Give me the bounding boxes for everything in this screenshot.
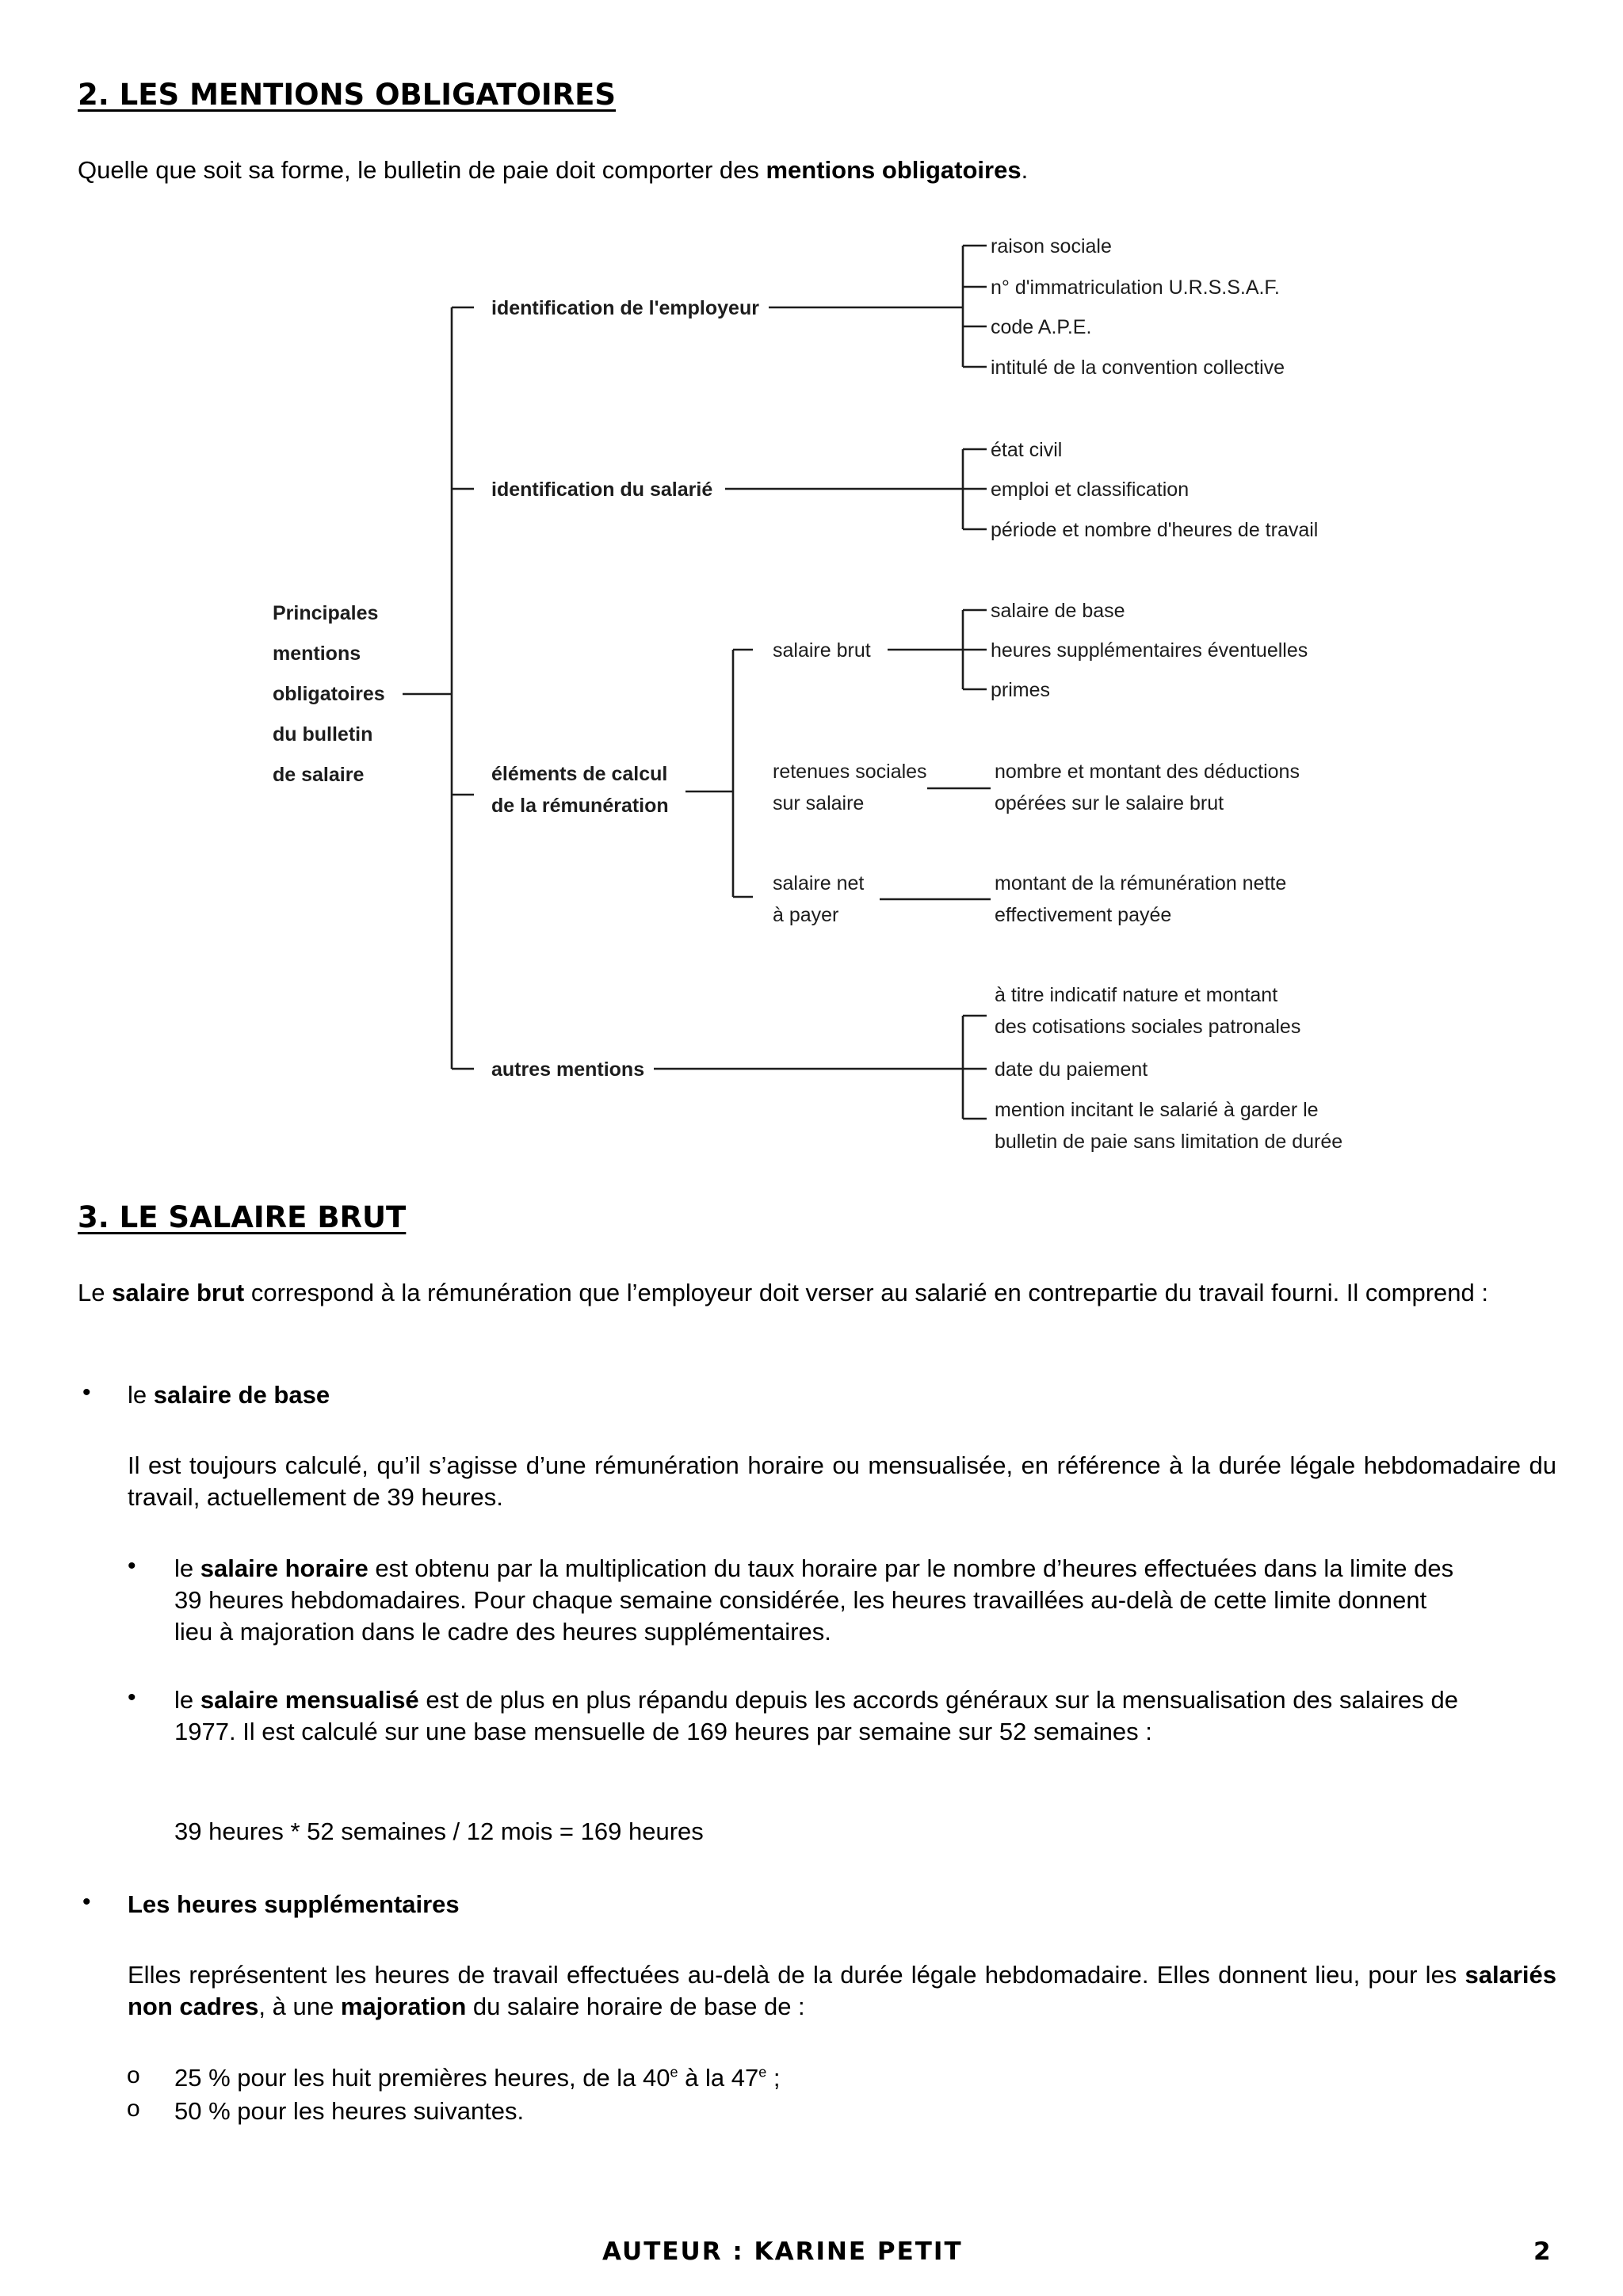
bullet-heures-supplementaires: Les heures supplémentaires bbox=[128, 1890, 460, 1918]
salaire-brut-definition: Le salaire brut correspond à la rémunération que l’employeur doit verser au salarié en contrepartie du travail fourni. Il comprend : bbox=[78, 1279, 1489, 1306]
brut-item-2: heures supplémentaires éventuelles bbox=[991, 639, 1308, 662]
autres-label: autres mentions bbox=[491, 1058, 645, 1081]
root-label-2: mentions bbox=[273, 643, 361, 665]
salarie-label: identification du salarié bbox=[491, 479, 713, 501]
employeur-label: identification de l'employeur bbox=[491, 297, 759, 319]
list-marker: o bbox=[127, 2096, 140, 2122]
employeur-item-2: n° d'immatriculation U.R.S.S.A.F. bbox=[991, 277, 1280, 299]
salaire-de-base-text: Il est toujours calculé, qu’il s’agisse d’une rémunération horaire ou mensualisée, en référence à la durée légale hebdomadaire du travail, actuellement de 39 heures. bbox=[128, 1451, 1556, 1511]
retenues-desc-1: nombre et montant des déductions bbox=[995, 761, 1300, 783]
retenues-desc-2: opérées sur le salaire brut bbox=[995, 792, 1224, 814]
net-desc-2: effectivement payée bbox=[995, 904, 1172, 926]
footer-author: AUTEUR : KARINE PETIT bbox=[602, 2237, 963, 2266]
autres-item-3b: bulletin de paie sans limitation de durée bbox=[995, 1131, 1343, 1153]
root-label-5: de salaire bbox=[273, 764, 365, 786]
bullet-salaire-de-base: le salaire de base bbox=[128, 1381, 330, 1409]
majoration-50: 50 % pour les heures suivantes. bbox=[174, 2097, 525, 2125]
bullet-dot: • bbox=[82, 1379, 91, 1405]
retenues-label-1: retenues sociales bbox=[773, 761, 927, 783]
section-2-title: 2. LES MENTIONS OBLIGATOIRES bbox=[78, 78, 617, 112]
salarie-item-2: emploi et classification bbox=[991, 479, 1190, 501]
salaire-mensualise-text: le salaire mensualisé est de plus en plus répandu depuis les accords généraux sur la mensualisation des salaires de 1977. Il est calculé sur une base mensuelle de 169 heures par semaine sur 52 semaines : bbox=[174, 1686, 1458, 1745]
section-2-intro: Quelle que soit sa forme, le bulletin de paie doit comporter des mentions obligatoires. bbox=[78, 156, 1029, 184]
salaire-horaire-text: le salaire horaire est obtenu par la multiplication du taux horaire par le nombre d’heures effectuées dans la limite des 39 heures hebdomadaires. Pour chaque semaine considérée, les heures travaillées au-delà de cette limite donnent lieu à majoration dans le cadre des heures supplémentaires. bbox=[174, 1554, 1454, 1646]
root-label-3: obligatoires bbox=[273, 683, 385, 705]
net-label-2: à payer bbox=[773, 904, 839, 926]
root-label-1: Principales bbox=[273, 602, 379, 624]
mentions-diagram bbox=[254, 222, 1379, 1157]
bullet-dot: • bbox=[128, 1684, 136, 1711]
bullet-dot: • bbox=[82, 1889, 91, 1915]
net-desc-1: montant de la rémunération nette bbox=[995, 872, 1287, 894]
salarie-item-1: état civil bbox=[991, 439, 1063, 461]
calcul-label-2: de la rémunération bbox=[491, 795, 669, 817]
root-label-4: du bulletin bbox=[273, 723, 373, 746]
retenues-label-2: sur salaire bbox=[773, 792, 865, 814]
employeur-item-1: raison sociale bbox=[991, 235, 1112, 257]
heures-supplementaires-text: Elles représentent les heures de travail effectuées au-delà de la durée légale hebdomadaire. Elles donnent lieu, pour les salariés non cadres, à une majoration du salaire horaire de base de : bbox=[128, 1961, 1556, 2020]
autres-item-1b: des cotisations sociales patronales bbox=[995, 1016, 1301, 1038]
brut-item-1: salaire de base bbox=[991, 600, 1125, 622]
page-number: 2 bbox=[1533, 2237, 1552, 2266]
salarie-item-3: période et nombre d'heures de travail bbox=[991, 519, 1319, 541]
mensualisation-formula: 39 heures * 52 semaines / 12 mois = 169 heures bbox=[174, 1817, 704, 1845]
autres-item-3a: mention incitant le salarié à garder le bbox=[995, 1099, 1319, 1121]
employeur-item-3: code A.P.E. bbox=[991, 316, 1092, 338]
employeur-item-4: intitulé de la convention collective bbox=[991, 357, 1285, 379]
net-label-1: salaire net bbox=[773, 872, 865, 894]
brut-item-3: primes bbox=[991, 679, 1051, 701]
calcul-label-1: éléments de calcul bbox=[491, 763, 668, 785]
bullet-dot: • bbox=[128, 1553, 136, 1579]
autres-item-2: date du paiement bbox=[995, 1058, 1148, 1081]
autres-item-1a: à titre indicatif nature et montant bbox=[995, 984, 1278, 1006]
brut-label: salaire brut bbox=[773, 639, 871, 662]
majoration-25: 25 % pour les huit premières heures, de la 40e à la 47e ; bbox=[174, 2064, 781, 2092]
section-3-title: 3. LE SALAIRE BRUT bbox=[78, 1200, 407, 1234]
list-marker: o bbox=[127, 2062, 140, 2088]
